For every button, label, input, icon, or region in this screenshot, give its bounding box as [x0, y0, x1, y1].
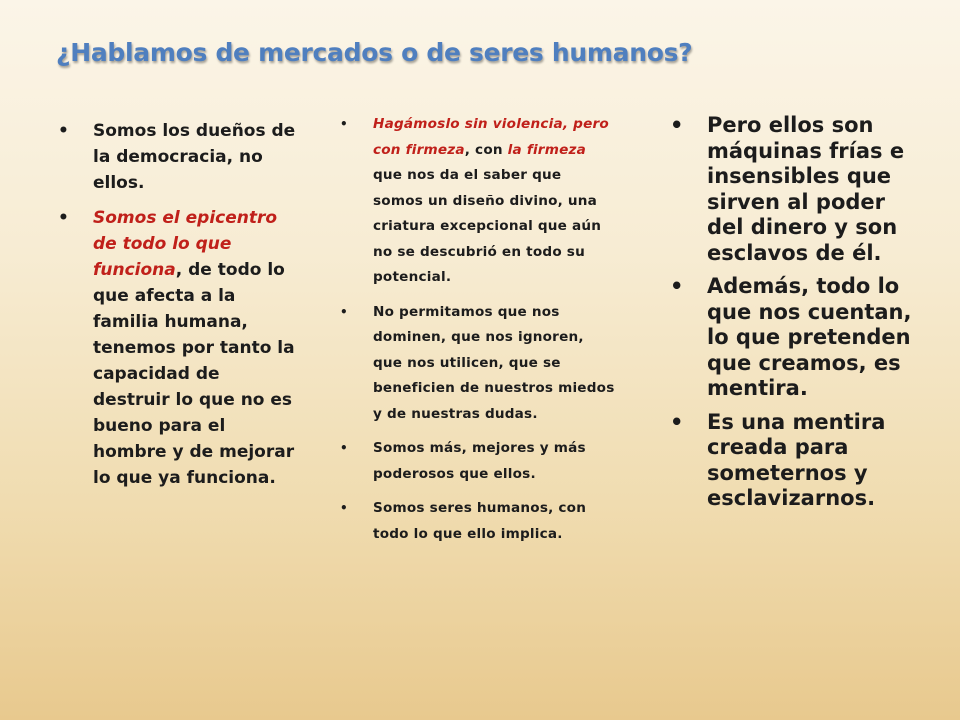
- highlighted-text: Hagámoslo sin violencia, pero con firmeza: [373, 116, 609, 158]
- bullet-text: Además, todo lo que nos cuentan, lo que pretenden que creamos, es mentira.: [707, 274, 912, 400]
- list-item: [670, 113, 920, 266]
- list-item: [340, 112, 615, 291]
- list-item: [340, 496, 615, 547]
- bullet-text: Es una mentira creada para someternos y esclavizarnos.: [707, 409, 886, 510]
- slide-title: ¿Hablamos de mercados o de seres humanos?: [56, 38, 693, 67]
- list-item: [340, 300, 615, 428]
- list-item: [670, 274, 920, 402]
- list-item: [670, 410, 920, 512]
- bullet-text: Somos más, mejores y más poderosos que ellos.: [373, 440, 586, 482]
- highlighted-text: Somos el epicentro de todo lo que funciona: [93, 208, 278, 280]
- highlighted-text: la firmeza: [507, 141, 586, 158]
- bullet-text: Somos seres humanos, con todo lo que ello implica.: [373, 500, 587, 542]
- bullet-text: Somos los dueños de la democracia, no ellos.: [93, 121, 296, 193]
- list-item: [340, 436, 615, 487]
- column-left-list: [58, 118, 298, 500]
- bullet-text: , con: [464, 141, 508, 158]
- column-middle-list: [340, 112, 615, 556]
- list-item: [58, 118, 298, 196]
- bullet-text: que nos da el saber que somos un diseño divino, una criatura excepcional que aún no se descubrió en todo su potencial.: [373, 167, 602, 285]
- bullet-text: No permitamos que nos dominen, que nos ignoren, que nos utilicen, que se beneficien de nuestros miedos y de nuestras dudas.: [373, 303, 615, 422]
- bullet-text: , de todo lo que afecta a la familia humana, tenemos por tanto la capacidad de destruir lo que no es bueno para el hombre y de mejorar lo que ya funciona.: [93, 260, 295, 488]
- list-item: [58, 205, 298, 491]
- column-right-list: [670, 113, 920, 520]
- bullet-text: Pero ellos son máquinas frías e insensibles que sirven al poder del dinero y son esclavos de él.: [707, 113, 905, 265]
